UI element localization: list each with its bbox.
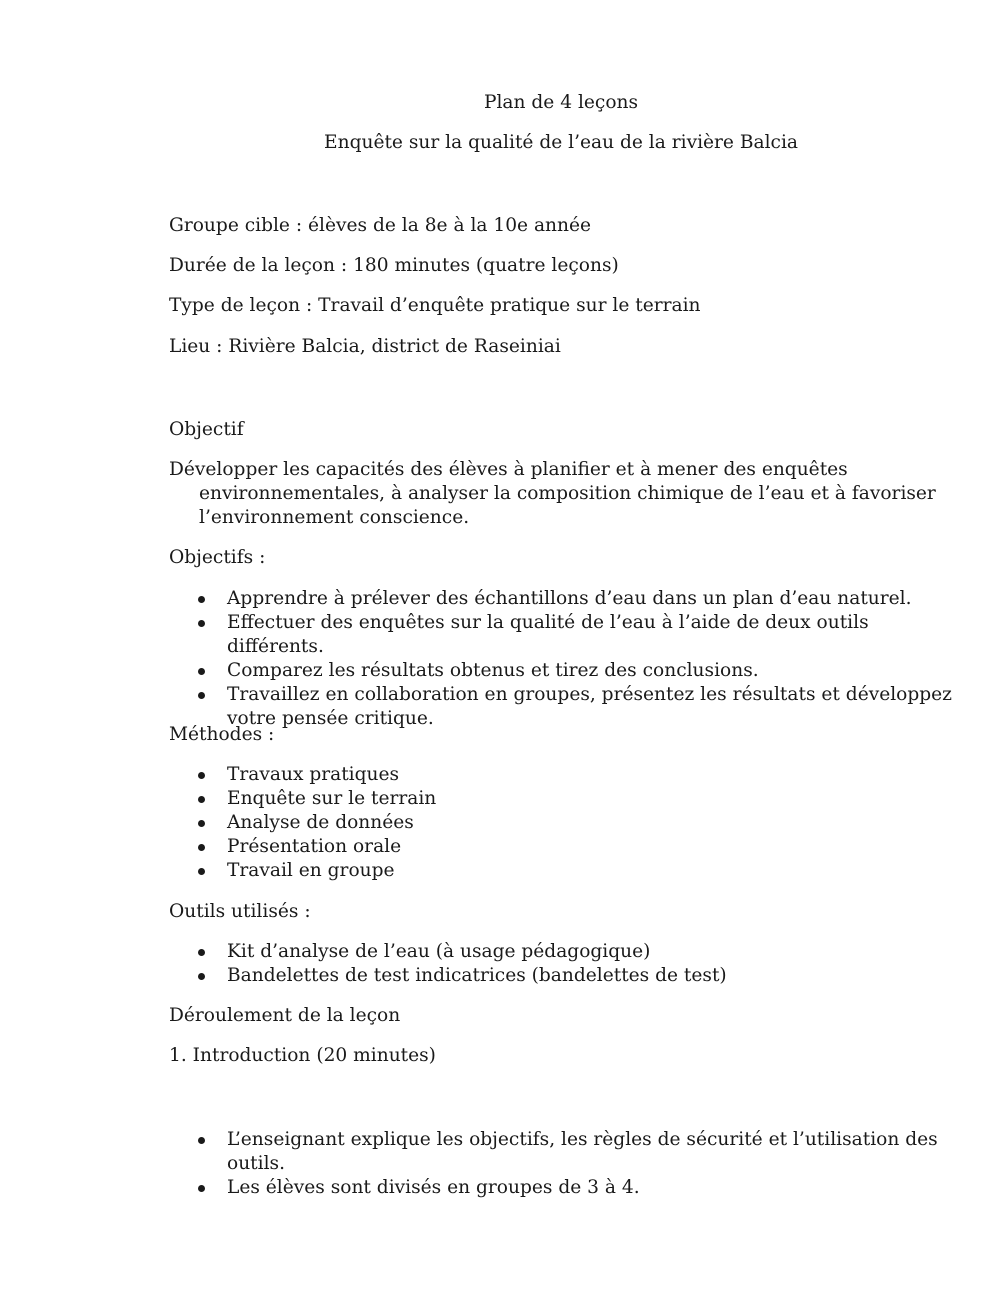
list-item: Analyse de données [169,811,959,835]
bullet-icon [198,620,205,627]
step1-list [169,1128,939,1200]
list-item: Effectuer des enquêtes sur la qualité de l’eau à l’aide de deux outils différents. [169,611,959,659]
bullet-icon [198,973,205,980]
list-item: Travaux pratiques [169,763,959,787]
list-item: Apprendre à prélever des échantillons d’eau dans un plan d’eau naturel. [169,587,959,611]
objective-paragraph: Développer les capacités des élèves à planifier et à mener des enquêtes environnementales, à analyser la composition chimique de l’eau et à favoriser l’environnement conscience. [169,459,936,528]
bullet-icon [198,820,205,827]
bullet-icon [198,1137,205,1144]
tools-heading: Outils utilisés : [169,901,311,922]
tools-list [169,940,959,988]
bullet-icon [198,772,205,779]
procedure-heading: Déroulement de la leçon [169,1005,401,1026]
bullet-icon [198,844,205,851]
goals-heading: Objectifs : [169,547,266,568]
target-group-line: Groupe cible : élèves de la 8e à la 10e année [169,215,592,236]
list-item: Bandelettes de test indicatrices (bandelettes de test) [169,964,959,988]
bullet-icon [198,692,205,699]
bullet-icon [198,1185,205,1192]
list-item: Kit d’analyse de l’eau (à usage pédagogique) [169,940,959,964]
objective-heading: Objectif [169,419,244,440]
methods-heading: Méthodes : [169,724,275,745]
list-item: Comparez les résultats obtenus et tirez des conclusions. [169,659,959,683]
lesson-type-line: Type de leçon : Travail d’enquête pratique sur le terrain [169,295,701,316]
goals-list [169,587,959,731]
duration-line: Durée de la leçon : 180 minutes (quatre leçons) [169,255,619,276]
document-subtitle: Enquête sur la qualité de l’eau de la rivière Balcia [324,132,798,153]
bullet-icon [198,868,205,875]
list-item: Les élèves sont divisés en groupes de 3 à 4. [169,1176,939,1200]
list-item: Travaillez en collaboration en groupes, présentez les résultats et développez votre pensée critique. [169,683,959,731]
location-line: Lieu : Rivière Balcia, district de Raseiniai [169,336,561,357]
list-item: Travail en groupe [169,859,959,883]
bullet-icon [198,796,205,803]
list-item: Présentation orale [169,835,959,859]
bullet-icon [198,596,205,603]
bullet-icon [198,668,205,675]
methods-list [169,763,959,883]
list-item: Enquête sur le terrain [169,787,959,811]
procedure-step-1: 1. Introduction (20 minutes) [169,1045,436,1066]
document-title: Plan de 4 leçons [483,92,639,113]
bullet-icon [198,949,205,956]
list-item: L’enseignant explique les objectifs, les règles de sécurité et l’utilisation des outils. [169,1128,939,1176]
